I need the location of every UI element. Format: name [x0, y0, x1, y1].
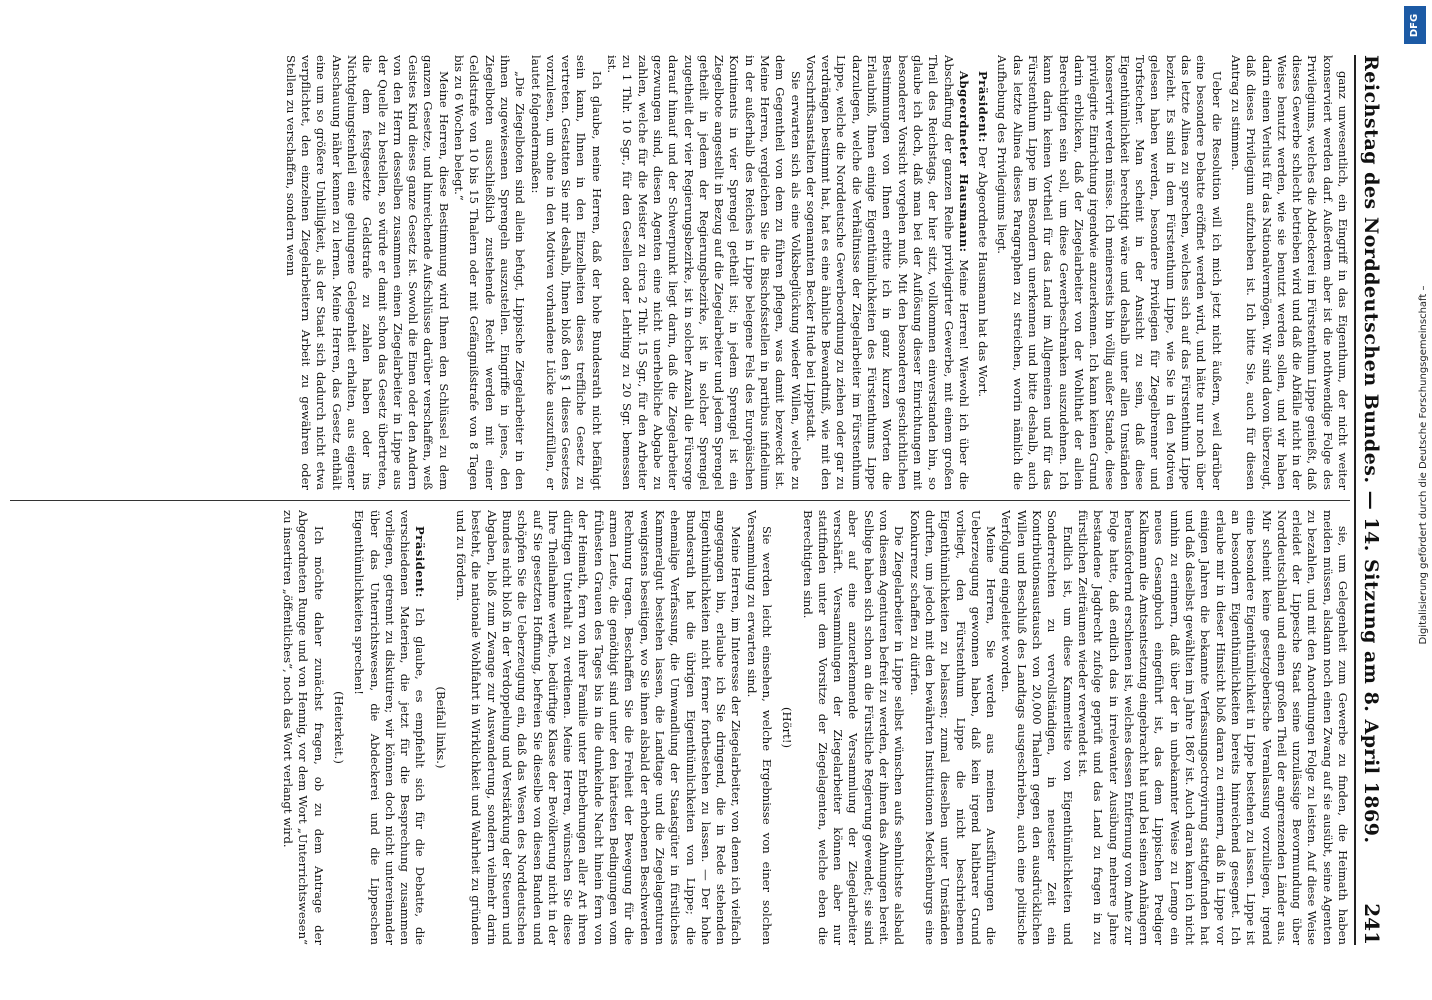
page-title: Reichstag des Norddeutschen Bundes. — 14. Sitzung am 8. April 1869. — [1360, 55, 1382, 844]
paragraph: sie, um Gelegenheit zum Gewerbe zu finden, die Heimath haben meiden müssen, alsdann noch einen Zwang auf sie ausübt, seine Agenten zu bezahlen, und mit den Anordnungen Folge zu leisten. Auf diese Weise erleidet der Lippesche Staat seine unzulässige Bevormundung über Norddeutschland und einen großen Theil der angrenzenden Länder aus. Mir scheint keine gesetzgeberische Veranlassung vorzuliegen, irgend eine besondere Eigenthümlichkeit in Lippe bestehen zu lassen. Lippe ist an besondern Eigenthümlichkeiten bereits hinreichend gesegnet. Ich erlaube mir in dieser Hinsicht bloß daran zu erinnern, daß in Lippe vor einigen Jahren die bekannte Verfassungsoctroyirung stattgefunden hat und daß daselbst gewählten im Jahre 1867 ist. Auch daran kann ich nicht umhin zu erinnern, daß über der in unbekannter Weise zu Lemgo ein neues Gesangbuch eingeführt ist, das dem Lippischen Prediger Kalkmann die Amtsentsetzung eingebracht hat und bei seinen Anhängern herausfordernd erschienen ist, welches dessen Entfernung vom Amte zur Folge hatte, daß endlich das in irrelevanter Ausübung mehrere Jahre bestandene Jagdrecht zufolge geprüft und das Land zu fragen in zu fürstlichen Zeiträumen wieder verwendet ist. — [1075, 510, 1350, 945]
interjection: (Beifall links.) — [433, 686, 448, 769]
interjection: (Heiterkeit.) — [332, 691, 346, 764]
speaker-name: Präsident: — [976, 71, 991, 143]
document-page — [10, 30, 1390, 970]
paragraph: Ich möchte daher zunächst fragen, ob zu dem Antrage der Abgeordneten Runge und von Hennig, vor dem Wort „Unterrichtswesen“ zu insertiren „öffentliches“, noch das Wort verlangt wird. — [281, 510, 326, 945]
speech-text: Meine Herren! Wiewohl ich über die Abschaffung der ganzen Reihe privilegirter Gewerbe, mit einem großen Theil des Reichstags, der hier sitzt, vollkommen einverstanden bin, so glaube ich doch, daß man bei der Auflösung dieser Einrichtungen mit besonderer Vorsicht vorgehen muß. Mit den besonderen geschichtlichen Bestimmungen von Ihnen erbitte ich in ganz kurzen Worten die Erlaubniß, Ihnen einige Eigenthümlichkeiten des Fürstenthums Lippe darzulegen, welche die Verhältnisse der Ziegelarbeiter im Fürstenthum Lippe, welche die Norddeutsche Gewerbeordnung zu ziehen oder gar zu verdrängen bestimmt hat, hat es eine ähnliche Bewandtniß, wie mit den Vorschriftsanstalten der sogenannten Becker Hude bei Lippstadt. — [803, 55, 971, 490]
paragraph: Sie werden leicht einsehen, welche Ergebnisse von einer solchen Versammlung zu erwarten sind. — [744, 510, 775, 945]
page-header — [1354, 55, 1390, 945]
quoted-law: „Die Ziegelboten sind allein befugt, Lippische Ziegelarbeiter in den ihnen zugewiesenen Sprengeln auszustellen. Eingriffe in jenes, den Ziegelboten ausschließlich zustehende Recht werden mit einer Geldstrafe von 10 bis 15 Thalern oder mit Gefängnißstrafe von 8 Tagen bis zu 6 Wochen belegt.“ — [452, 55, 528, 490]
paragraph: Sie erwarten sich als eine Volksbeglückung wieder Willen, welche zu dem Gegentheil von dem zu führen pflegen, was damit bezweckt ist. Meine Herren, vergleichen Sie die Bischofsstellen in partibus infidelium in der außerhalb des Reiches in Lippe belegene Fels des Europäischen Kontinents in vier Sprengel getheilt ist; in jedem Sprengel ist ein Ziegelbote angestellt in Bezug auf die Ziegelarbeiter und jedem Sprengel getheilt in jedem der Regierungsbezirke, ist in solcher Sprengel zugetheilt der vier Regierungsbezirke, ist in solcher Anzahl die Fürsorge darauf hinauf und der Schwerpunkt liegt darin, daß die Ziegelarbeiter gezwungen sind, diesen Agenten eine nicht unerhebliche Abgabe zu zahlen, welche für die Meister zu circa 2 Thlr. 15 Sgr., für den Arbeiter zu 1 Thlr. 10 Sgr., für den Gesellen oder Lehrling zu 20 Sgr. bemessen ist. — [605, 55, 803, 490]
paragraph: Ueber die Resolution will ich mich jetzt nicht äußern, weil darüber eine besondere Debatte eröffnet werden wird, und hätte nur noch über das letzte Alinea zu sprechen, welches sich auf das Fürstenthum Lippe bezieht. Es sind in dem Fürstenthum Lippe, wie Sie in den Motiven gelesen haben werden, besondere Privilegien für Ziegelbrenner und Torfstecher. Man scheint in der Ansicht zu sein, daß diese Eigenthümlichkeit berechtigt wäre und deshalb unter allen Umständen konservirt werden müsse. Ich meinerseits bin völlig außer Stande, diese privilegirte Einrichtung irgendwie anzuerkennen. Ich kann keinen Grund darin erblicken, daß der Ziegelarbeiter von der Wohlthat der allein Berechtigten sein soll, um diese Gewerbeschranken auszudehnen. Ich kann darin keinen Vortheil für das Land im Allgemeinen und für das Fürstenthum Lippe im Besondern unerkennen und bitte deshalb, auch das letzte Alinea dieses Paragraphen zu streichen, worin nämlich die Aufhebung des Privilegiums liegt. — [995, 55, 1224, 490]
interjection: (Hört!) — [780, 707, 795, 748]
paragraph: Meine Herren, Sie werden aus meinen Ausführungen die Ueberzeugung gewonnen haben, daß kein irgend haltbarer Grund vorliegt, den Fürstenthum Lippe die nicht beschriebenen Eigenthümlichkeiten zu belassen; zumal dieselben unter Umständen durften, um jedoch mit den bewährten Institutionen Mecklenburgs eine Konkurrenz schaffen zu dürfen. — [907, 510, 999, 945]
right-column — [10, 510, 1350, 945]
paragraph: Meine Herren, diese Bestimmung wird Ihnen den Schlüssel zu dem ganzen Gesetze, und hinreichende Aufschlüsse darüber verschaffen, weß Geistes Kind dieses ganze Gesetz ist. Sowohl die Einen oder den Andern von den Herrn desselben zusammen einen Ziegelarbeiter in Lippe aus der Quelle zu bestellen, so würde er damit schon das Gesetz übertreten, die dem festgesetzte Geldstrafe zu zahlen haben oder ins Nichtgelungstenheil eine gelungene Gelegenheit erhalten, aus eigener Anschauung näher kennen zu lernen. Meine Herren, das Gesetz enthält eine um so größere Unbilligkeit, als der Staat sich dadurch nicht etwa verpflichtet, den einzelnen Ziegelarbeitern Arbeit zu gewähren oder Stellen zu verschaffen, sondern wenn — [283, 55, 451, 490]
page-number: 241 — [1360, 903, 1384, 945]
left-column — [10, 55, 1350, 490]
speech-text: Der Abgeordnete Hausmann hat das Wort. — [976, 146, 991, 398]
dfg-logo — [1404, 6, 1426, 44]
paragraph: Ich glaube, meine Herren, daß der hohe Bundesrath nicht befähigt sein kann, Ihnen in den Einzelheiten dieses treffliche Gesetz zu vertreten. Gestatten Sie mir deshalb, Ihnen bloß den § 1 dieses Gesetzes vorzulesen, um ohne in den Motiven vorhandene Lücke auszufüllen, er lautet folgendermaßen: — [528, 55, 604, 490]
speaker-name: Abgeordneter Hausmann: — [956, 71, 971, 253]
funding-notice: Digitalisierung gefördert durch die Deutsche Forschungsgemeinschaft – — [1418, 285, 1429, 645]
speaker-paragraph — [975, 55, 990, 490]
paragraph: Die Ziegelarbeiter in Lippe selbst wünschen aufs sehnlichste alsbald von diesem Agenturen befreit zu werden, der ihnen das Ahnungen bereit. Selbige haben sich schon an die Fürstliche Regierung gewendet; sie sind aber auf eine anzuerkennende Versammlung der Ziegelarbeiter verschärft. Versammlungen der Ziegelarbeiter können aber nur stattfinden unter dem Vorsitze der Ziegelagenten, welche eben die Berechtigten sind. — [800, 510, 907, 945]
speaker-paragraph — [803, 55, 971, 490]
speaker-name: Präsident: — [413, 526, 428, 598]
dfg-logo-text: DFG — [1409, 13, 1421, 37]
column-divider — [10, 500, 1350, 501]
paragraph: ganz unwesentlich, ein Eingriff in das Eigenthum, der nicht weiter konserviert werden darf. Außerdem aber ist die nothwendige Folge des Privilegiums, welches die Abdeckerei im Fürstenthum Lippe genießt, daß dieses Gewerbe schlecht betrieben wird und daß die Abfälle nicht in der Weise benutzt werden, wie sie benutzt werden sollen, und wir haben darin einen Verlust für das Nationalvermögen. Wir sind davon überzeugt, daß dieses Privilegium aufzuheben ist. Ich bitte Sie, auch für diesen Antrag zu stimmen. — [1228, 55, 1350, 490]
paragraph: Meine Herren, im Interesse der Ziegelarbeiter, von denen ich vielfach angegangen bin, erlaube ich Sie dringend, die in Rede stehenden Eigenthümlichkeiten nicht ferner fortbestehen zu lassen. — Der hohe Bundesrath hat die übrigen Eigenthümlichkeiten von Lippe; die ehemalige Verfassung, die Umwandlung der Staatsgüter in fürstliches Kammeralgut bestehen lassen, die Landtage und die Ziegelagenturen wenigstens beseitigen, wo Sie ihnen alsbald der erhobenen Beschwerden Rechnung tragen. Beschaffen Sie die Freiheit der Bewegung für die armen Leute, die genöthigt sind unter den härtesten Bedingungen vom frühesten Grauen des Tages bis in die dunkelnde Nacht hinein fern von der Heimath, fern von ihrer Familie unter Entbehrungen aller Art ihren dürftigen Unterhalt zu verdienen. Meine Herren, wünschen Sie diese Ihre Theilnahme werthe, bedürftige Klasse der Bevölkerung nicht in der auf Sie gesetzten Hoffnung, befreien Sie dieselbe von diesen Banden und schöpfen Sie die Ueberzeugung ein, daß das Wesen des Norddeutschen Bundes nicht bloß in der Verdoppelung und Verstärkung der Steuern und Abgaben, bloß zum Zwange zur Auswanderung, sondern vielmehr darin besteht, die nationale Wohlfahrt in Wirklichkeit und Wahrheit zu gründen und zu fördern. — [454, 510, 744, 945]
speech-text: Ich glaube, es empfiehlt sich für die Debatte, die verschiedenen Materien, die jetzt für die Besprechung zusammen vorliegen, getrennt zu diskutiren; wir können doch nicht untereinander über das Unterrichtswesen, die Abdeckerei und die Lippeschen Eigenthümlichkeiten sprechen! — [352, 510, 428, 945]
speaker-paragraph — [351, 510, 427, 945]
digitization-sidebar — [1398, 0, 1432, 1000]
paragraph: Endlich ist, um diese Kammerliste von Eigenthümlichkeiten und Sonderrechten zu vervollständigen, in neuester Zeit ein Kontributionsaustausch von 20,000 Thalern gegen den ausdrücklichen Willen und Beschluß des Landtags ausgeschrieben, auch eine politische Verfolgung eingeleitet worden. — [999, 510, 1075, 945]
